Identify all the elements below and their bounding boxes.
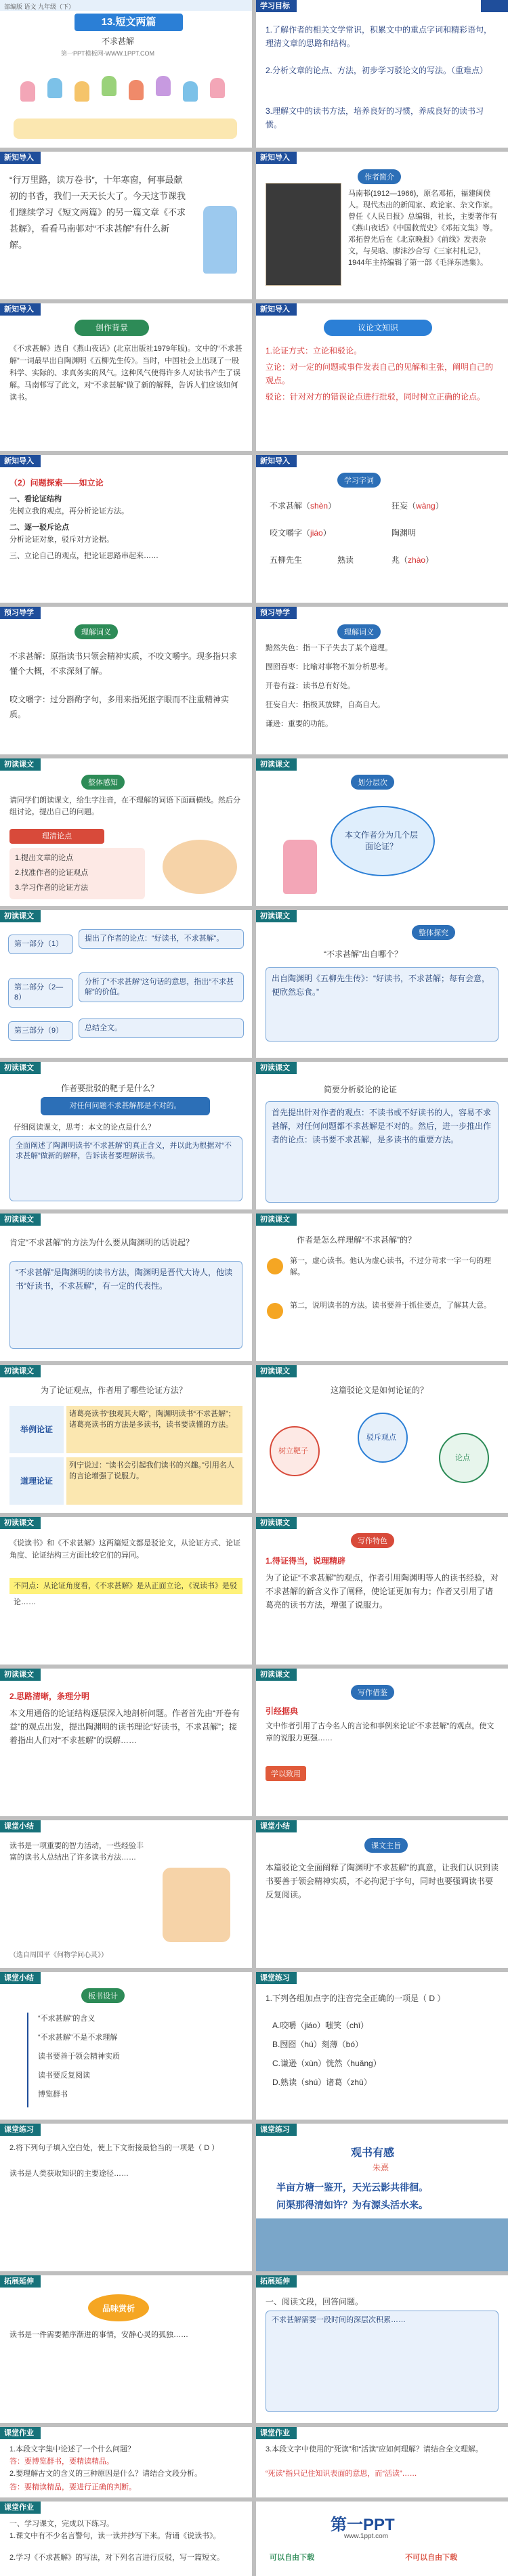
knowledge-item: 立论：对一定的问题或事件发表自己的见解和主张，阐明自己的观点。 (266, 362, 494, 385)
section-tag: 初读课文 (256, 1669, 297, 1681)
section-tag: 课堂练习 (256, 2124, 297, 2136)
section-tag: 课堂作业 (0, 2427, 41, 2439)
section-tag: 课堂练习 (0, 2124, 41, 2136)
exercise-option: C.谦逊（xùn）恍然（huǎng） (272, 2059, 381, 2068)
section-heading: 理解词义 (75, 624, 118, 639)
section-tag: 初读课文 (256, 1517, 297, 1529)
meaning-text: 咬文嚼字：过分斟酌字句，多用来指死抠字眼而不注重精神实质。 (9, 695, 230, 719)
section-tag: 新知导入 (256, 455, 297, 467)
hw-question: 3.本段文字中使用的“死读”和“活读”应如何理解？请结合全文理解。 (266, 2445, 483, 2453)
slide-meaning-2 (256, 607, 508, 754)
lesson-subtitle: 不求甚解 (102, 37, 135, 46)
exercise-text: 读书是人类获取知识的主要途径…… (9, 2170, 129, 2178)
task-item: 1.提出文章的论点 (15, 854, 74, 862)
bubble-question: 本文作者分为几个层面论证？ (344, 830, 418, 851)
hw-answer: “死读”指只记住知识表面的意思，而“活读”…… (266, 2470, 417, 2478)
section-tag: 初读课文 (0, 1365, 41, 1377)
section-tag: 课堂小结 (0, 1972, 41, 1984)
hw-item: 2.学习《不求甚解》的写法，对下列名言进行反驳，写一篇短文。 (9, 2554, 225, 2562)
corner-decoration (481, 0, 508, 12)
refute-text: 首先提出针对作者的观点：不读书或不好读书的人，容易不求甚解，对任何问题都不求甚解是不对的。然后，进一步推出作者的论点：读书要不求甚解，是多读书的重要方法。 (266, 1101, 499, 1203)
meaning-item: 开卷有益：读书总有好处。 (266, 682, 355, 690)
compare-text: 《说读书》和《不求甚解》这两篇短文都是驳论文，从论证方式、论证角度、论证结构三方面比较它们的异同。 (9, 1539, 240, 1560)
slide-how-understand (256, 1214, 508, 1361)
slide-theme (256, 1820, 508, 1968)
brand-logo: 第一PPT (331, 2516, 395, 2534)
section-heading: 板书设计 (81, 1988, 125, 2003)
task-item: 2.找准作者的论证观点 (15, 869, 89, 877)
section-heading: 学习字词 (337, 473, 381, 488)
compare-highlight: 不同点：从论证角度看，《不求甚解》是从正面立论，《说读书》是驳论…… (9, 1578, 242, 1594)
background-text: 《不求甚解》选自《燕山夜话》(北京出版社1979年版)。文中的“不求甚解”一词最早出自陶渊明《五柳先生传》。当时，中国社会上出现了一股科学、实际的、求真务实的风气。这种风气使得许多人对读书产生了误解。马南邨写了此文，对“不求甚解”做了新的解释，告诉人们应该如何读书。 (9, 345, 242, 402)
word-item: 五柳先生 (270, 555, 303, 565)
board-branch: “不求甚解”不是不求理解 (38, 2034, 118, 2042)
meaning-item: 黯然失色：指一下子失去了某个道理。 (266, 644, 392, 652)
section-tag: 课堂小结 (0, 1820, 41, 1832)
site-url: 第一PPT模板网-WWW.1PPT.COM (61, 50, 154, 57)
section-tag: 初读课文 (0, 1214, 41, 1226)
methods-question: 为了论证观点，作者用了哪些论证方法？ (41, 1386, 188, 1395)
section-heading: 写作借鉴 (351, 1685, 394, 1700)
poem-title: 观书有感 (351, 2147, 395, 2159)
section-tag: 新知导入 (0, 303, 41, 316)
section-tag: 拓展延伸 (256, 2275, 297, 2288)
extend-heading: 一、阅读文段，回答问题。 (266, 2297, 364, 2306)
word-item: 狂妄（wàng） (391, 501, 444, 511)
author-portrait (266, 183, 341, 286)
student-illustration (203, 206, 237, 274)
slide-exercise-1 (256, 1972, 508, 2120)
slide-author (256, 152, 508, 299)
task-bubble: 理清论点 (9, 829, 104, 844)
exercise-option: D.熟读（shú）诸葛（zhū） (272, 2078, 372, 2087)
extend-body: 不求甚解需要一段时间的深层次积累…… (266, 2311, 499, 2412)
word-item: 不求甚解（shèn） (270, 501, 337, 511)
writing-text: 为了论证“不求甚解”的观点，作者引用陶渊明等人的读书经验，对不求甚解的新含义作了阐释，使论证更加有力；作者又引用了诸葛亮的读书方法，增强了说服力。 (266, 1573, 499, 1610)
exercise-question: 2.将下列句子填入空白处，使上下文衔接最恰当的一项是（ D ） (9, 2144, 219, 2152)
understand-question: 作者是怎么样理解“不求甚解”的？ (297, 1235, 416, 1245)
section-tag: 初读课文 (256, 1365, 297, 1377)
section-tag: 新知导入 (0, 455, 41, 467)
slide-compare (0, 1517, 252, 1665)
slide-refute-map (256, 1365, 508, 1513)
slide-writing (256, 1517, 508, 1665)
word-item: 陶渊明 (391, 528, 417, 538)
task-item: 3.学习作者的论证方法 (15, 884, 89, 892)
slide-poem (256, 2124, 508, 2271)
slide-explore-2 (256, 910, 508, 1058)
part-label: 第三部分（9） (8, 1021, 73, 1041)
knowledge-item: 1.论证方式：立论和驳论。 (266, 346, 362, 356)
board-branch: 读书要善于领会精神实质 (38, 2053, 120, 2061)
section-heading: 整体感知 (81, 775, 125, 790)
explore-answer: 出自陶渊明《五柳先生传》：“好读书，不求甚解；每有会意，便欣然忘食。” (266, 967, 499, 1042)
section-heading: 这篇驳论文是如何论证的？ (331, 1386, 429, 1395)
method-desc: 列宁说过：“读书会引起我们读书的兴趣。”引用名人的言论增强了说服力。 (66, 1457, 242, 1505)
slide-summary-read (0, 1820, 252, 1968)
section-tag: 初读课文 (256, 758, 297, 771)
appreciate-text: 读书是一件需要循序渐进的事情，安静心灵的孤独…… (9, 2331, 188, 2339)
reference-sub: 引经据典 (266, 1706, 299, 1716)
slide-words (256, 455, 508, 603)
part-desc: 提出了作者的论点：“好读书，不求甚解”。 (79, 929, 244, 949)
exercise-option: B.囫囵（hú）刻薄（bó） (272, 2040, 364, 2049)
meaning-item: 狂妄自大：指极其放肆，自高自大。 (266, 701, 385, 709)
hw-item: 2.要理解古文的含义的三种原因是什么？请结合文段分析。 (9, 2470, 203, 2478)
slide-why-tao (0, 1214, 252, 1361)
slide-refute (256, 1062, 508, 1209)
section-tag: 初读课文 (0, 1669, 41, 1681)
meaning-item: 囫囵吞枣：比喻对事物不加分析思考。 (266, 663, 392, 671)
section-tag: 预习导学 (256, 607, 297, 619)
poem-line: 问渠那得清如许？为有源头活水来。 (276, 2199, 428, 2210)
section-heading: 划分层次 (351, 775, 394, 790)
brand-url: www.1ppt.com (344, 2533, 389, 2540)
section-tag: 课堂作业 (256, 2427, 297, 2439)
thesis-answer: 全面阐述了陶渊明读书“不求甚解”的真正含义，并以此为根据对“不求甚解”做新的解释，告诉读者要理解读书。 (9, 1136, 242, 1201)
section-heading: 理解词义 (337, 624, 381, 639)
slide-title (0, 0, 252, 148)
explore-sub: 分析论证对象，驳斥对方论据。 (9, 536, 114, 544)
kid-illustration (183, 81, 198, 102)
section-tag: 学习目标 (256, 0, 297, 12)
structure-text: 本文用通俗的论证结构逐层深入地剖析问题。作者首先由“开卷有益”的观点出发，提出陶渊明的读书理论“好读书，不求甚解”；接着指出人们对“不求甚解”的误解…… (9, 1709, 240, 1745)
section-tag: 初读课文 (0, 1517, 41, 1529)
reading-illustration (163, 1868, 230, 1942)
goal-2: 2.分析文章的论点、方法，初步学习驳论文的写法。（重难点） (266, 66, 488, 75)
word-item: 咬文嚼字（jiáo） (270, 528, 331, 538)
footer-right: 不可以自由下载 (405, 2554, 457, 2562)
task-list (9, 848, 145, 899)
slide-argument-knowledge (256, 303, 508, 451)
appreciate-title: 品味赏析 (102, 2304, 135, 2313)
slide-structure (0, 910, 252, 1058)
explore-sub: 先树立我的观点，再分析论证方法。 (9, 507, 129, 515)
section-tag: 新知导入 (256, 303, 297, 316)
section-heading: 议论文知识 (324, 320, 432, 336)
summary-text: 读书是一项重要的智力活动，一些经验丰富的读书人总结出了许多读书方法…… (9, 1842, 144, 1862)
part-desc: 总结全文。 (79, 1018, 244, 1038)
section-heading: 创作背景 (75, 320, 149, 336)
number-badge (267, 1303, 283, 1319)
slide-background (0, 303, 252, 451)
writing-sub: 1.得证得当，说理精辟 (266, 1556, 346, 1566)
kid-illustration (210, 78, 225, 98)
kid-illustration (102, 76, 117, 96)
slide-homework-1 (0, 2427, 252, 2497)
kid-illustration (129, 80, 144, 100)
part-label: 第二部分（2—8） (8, 978, 73, 1008)
understand-item: 第二，说明读书的方法。读书要善于抓住要点，了解其大意。 (290, 1302, 491, 1310)
slide-meaning-1 (0, 607, 252, 754)
slide-overview (0, 758, 252, 906)
why-answer: “不求甚解”是陶渊明的读书方法，陶渊明是晋代大诗人，他读书“好读书，不求甚解”，有一定的代表性。 (9, 1261, 242, 1349)
slide-methods (0, 1365, 252, 1513)
footer-left: 可以自由下载 (270, 2554, 314, 2562)
explore-sub: 一、看论证结构 (9, 495, 62, 503)
structure-sub: 2.思路清晰，条理分明 (9, 1692, 90, 1701)
word-item: 熟读 (337, 555, 354, 565)
section-tag: 课堂小结 (256, 1820, 297, 1832)
thesis-question: 仔细阅读课文，思考：本文的论点是什么？ (14, 1123, 155, 1132)
slide-goals (256, 0, 508, 148)
method-desc: 诸葛亮读书“独观其大略”，陶渊明读书“不求甚解”；诸葛亮读书的方法是多读书，读书要读懂的方法。 (66, 1406, 242, 1453)
pond-illustration (256, 2218, 508, 2271)
slide-layers (256, 758, 508, 906)
goal-1: 1.了解作者的相关文学常识，积累文中的重点字词和精彩语句，理清文章的思路和结构。 (266, 25, 492, 48)
poem-author: 朱熹 (373, 2163, 389, 2172)
explore-question: “不求甚解”出自哪个？ (324, 949, 402, 959)
slide-homework-3 (0, 2502, 252, 2576)
goal-3: 3.理解文中的读书方法，培养良好的习惯，养成良好的读书习惯。 (266, 106, 484, 129)
map-node-label: 驳斥观点 (366, 1434, 396, 1442)
part-label: 第一部分（1） (8, 935, 73, 954)
slide-explore (0, 455, 252, 603)
tip-label: 学以致用 (266, 1766, 306, 1781)
board-line (27, 2013, 28, 2107)
meaning-item: 谦逊：重要的功能。 (266, 720, 333, 728)
section-tag: 拓展延伸 (0, 2275, 41, 2288)
meaning-text: 不求甚解：原指读书只领会精神实质，不咬文嚼字。现多指只求懂个大概，不求深刻了解。 (9, 651, 238, 676)
hw-item: 一、学习课文，完成以下练习。 (9, 2520, 114, 2528)
section-tag: 初读课文 (256, 1062, 297, 1074)
section-heading: 课文主旨 (364, 1838, 408, 1853)
slide-structure-clear (0, 1669, 252, 1816)
part-desc: 分析了“不求甚解”这句话的意思，指出“不求甚解”的价值。 (79, 972, 244, 1002)
section-tag: 初读课文 (0, 910, 41, 922)
lesson-title: 13.短文两篇 (75, 14, 183, 31)
map-node-label: 论点 (455, 1454, 470, 1462)
overview-question: 请同学们朗读课文，给生字注音，在不理解的词语下面画横线。然后分组讨论，提出自己的问题。 (9, 796, 240, 816)
intro-text: “行万里路，读万卷书”，十年寒窗，何事最献初的书香，我们一天天长大了。今天这节课我们继续学习《短文两篇》的另一篇文章《不求甚解》，看看马南邨对“不求甚解”有什么新解。 (9, 175, 186, 250)
edition-label: 部编版 语文 九年级（下） (0, 0, 252, 11)
hw-answer: 答：要博览群书，要精读精品。 (9, 2457, 114, 2466)
section-tag: 初读课文 (256, 910, 297, 922)
map-node-label: 树立靶子 (278, 1447, 308, 1455)
board-branch: 读书要反复阅读 (38, 2071, 90, 2080)
slide-board (0, 1972, 252, 2120)
section-heading: （2）问题探索——如立论 (9, 478, 104, 488)
section-heading: 简要分析驳论的论证 (324, 1085, 398, 1094)
explore-sub: 二、逐一驳斥论点 (9, 523, 69, 532)
section-tag: 初读课文 (0, 758, 41, 771)
slide-end (256, 2502, 508, 2576)
section-tag: 课堂练习 (256, 1972, 297, 1984)
kid-illustration (156, 76, 171, 96)
number-badge (267, 1258, 283, 1274)
section-heading: 整体探究 (412, 925, 455, 940)
slide-appreciate (0, 2275, 252, 2423)
section-tag: 新知导入 (0, 152, 41, 164)
section-tag: 初读课文 (256, 1214, 297, 1226)
understand-item: 第一，虚心读书。他认为虚心读书，不过分苛求一字一句的理解。 (290, 1257, 491, 1276)
section-heading: 写作特色 (351, 1533, 394, 1548)
hw-answer: 答：要精读精品，要进行正确的判断。 (9, 2483, 136, 2491)
slide-homework-2 (256, 2427, 508, 2497)
kid-illustration (75, 81, 89, 102)
slide-extend (256, 2275, 508, 2423)
summary-source: （选自周国平《何物学问心灵》） (9, 1952, 108, 1959)
book-shelf (14, 119, 237, 139)
slide-exercise-2 (0, 2124, 252, 2271)
knowledge-item: 驳论：针对对方的错误论点进行批驳，同时树立正确的论点。 (266, 392, 486, 402)
hw-item: 1.课文中有不少名言警句，读一读并抄写下来。背诵《说读书》。 (9, 2532, 221, 2540)
method-label: 道理论证 (9, 1457, 64, 1505)
exercise-option: A.咬嚼（jiáo）嗤笑（chī） (272, 2021, 369, 2030)
theme-text: 本篇驳论文全面阐释了陶渊明“不求甚解”的真意，让我们认识到读书要善于领会精神实质，不必拘泥于字句，同时也要强调读书要反复阅读。 (266, 1863, 499, 1899)
hw-item: 1.本段文字集中论述了一个什么问题？ (9, 2445, 135, 2453)
section-tag: 预习导学 (0, 607, 41, 619)
target-question: 作者要批驳的靶子是什么？ (61, 1083, 159, 1093)
kid-illustration (20, 81, 35, 102)
board-branch: “不求甚解”的含义 (38, 2015, 96, 2023)
section-tag: 课堂作业 (0, 2502, 41, 2514)
word-item: 兆（zhào） (391, 555, 434, 565)
why-question: 肯定“不求甚解”的方法为什么要从陶渊明的话说起？ (9, 1238, 194, 1247)
kid-illustration (47, 78, 62, 98)
section-tag: 初读课文 (0, 1062, 41, 1074)
section-heading: 作者简介 (358, 169, 401, 184)
girl-illustration (283, 840, 317, 894)
target-answer: 对任何问题不求甚解都是不对的。 (41, 1097, 210, 1115)
reference-text: 文中作者引用了古今名人的言论和事例来论证“不求甚解”的观点，使文章的说服力更强…… (266, 1722, 494, 1742)
exercise-question: 1.下列各组加点字的注音完全正确的一项是（ D ） (266, 1994, 446, 2003)
board-branch: 博览群书 (38, 2090, 68, 2099)
poem-line: 半亩方塘一鉴开，天光云影共徘徊。 (276, 2182, 428, 2193)
author-bio: 马南邨(1912—1966)，原名邓拓，福建闽侯人。现代杰出的新闻家、政论家、杂文作家。曾任《人民日报》总编辑，社长，主要著作有《燕山夜话》《中国救荒史》《邓拓文集》等。邓拓曾先后在《北京晚报》《前线》发表杂文，与吴晗、廖沫沙合写《三家村札记》，1944年主持编辑了第一部《毛泽东选集》。 (348, 190, 497, 267)
method-label: 举例论证 (9, 1406, 64, 1453)
slide-reference (256, 1669, 508, 1816)
slide-target (0, 1062, 252, 1209)
explore-sub: 三、立论自己的观点，把论证思路串起来…… (9, 552, 158, 560)
section-tag: 新知导入 (256, 152, 297, 164)
reading-illustration (163, 840, 237, 894)
slide-intro (0, 152, 252, 299)
